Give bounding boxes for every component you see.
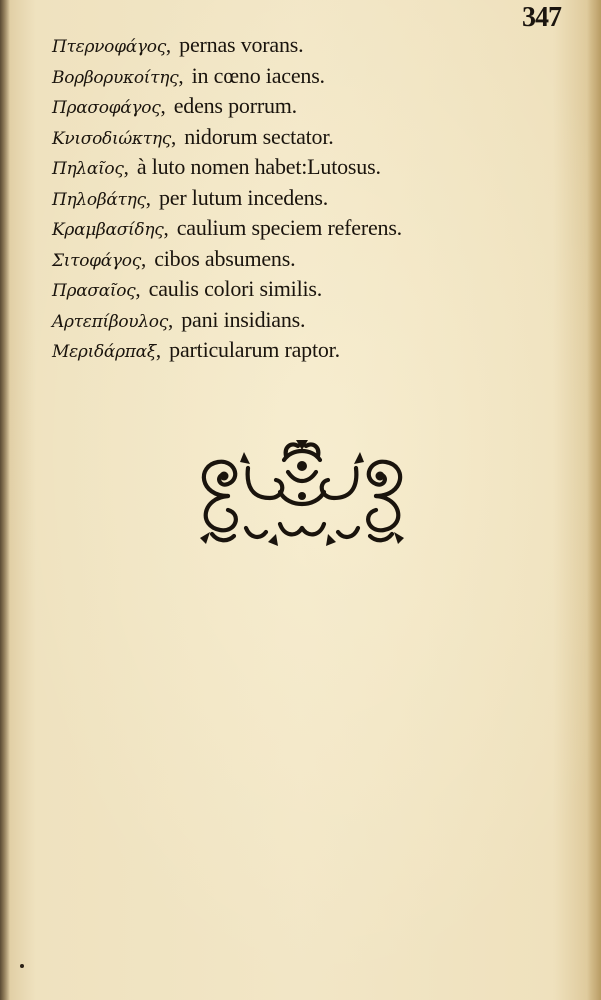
latin-gloss: pernas vorans. — [179, 32, 304, 57]
greek-term: Πρασαῖος — [52, 281, 136, 301]
greek-term: Σιτοφάγος — [52, 250, 141, 271]
greek-term: Πρασοφάγος — [52, 98, 161, 118]
greek-term: Βορβορυκοίτης — [52, 67, 179, 88]
list-item — [52, 152, 552, 183]
list-item — [52, 61, 552, 92]
list-item — [52, 244, 552, 275]
floral-scroll-ornament-icon — [188, 438, 416, 550]
separator: , — [165, 33, 172, 57]
separator: , — [145, 185, 151, 210]
ink-speck — [20, 964, 24, 968]
word-list — [52, 30, 552, 366]
greek-term: Αρτεπίβουλος — [52, 311, 168, 332]
list-item — [52, 335, 552, 366]
binding-gutter — [0, 0, 10, 1000]
list-item — [52, 122, 552, 153]
latin-gloss: particularum raptor. — [169, 337, 340, 362]
greek-term: Κνισοδιώκτης — [52, 128, 171, 149]
latin-gloss: per lutum incedens. — [159, 184, 329, 210]
separator: , — [135, 277, 141, 301]
latin-gloss: pani insidians. — [181, 306, 306, 332]
list-item — [52, 213, 552, 244]
greek-term: Πηλαῖος — [52, 159, 124, 179]
greek-term: Κραμβασίδης — [52, 220, 164, 240]
greek-term: Πηλοβάτης — [52, 189, 146, 210]
list-item — [52, 91, 552, 122]
separator: , — [170, 124, 177, 149]
separator: , — [123, 155, 129, 179]
latin-gloss: cibos absumens. — [154, 245, 296, 271]
list-item — [52, 30, 552, 61]
separator: , — [178, 63, 184, 88]
list-item — [52, 183, 552, 214]
separator: , — [163, 216, 169, 240]
page-number: 347 — [522, 2, 561, 33]
separator: , — [155, 338, 162, 362]
latin-gloss: caulium speciem referens. — [176, 215, 402, 240]
greek-term: Μεριδάρπαξ — [52, 342, 156, 362]
latin-gloss: à luto nomen habet:Lutosus. — [136, 154, 381, 179]
separator: , — [160, 94, 166, 118]
latin-gloss: in cœno iacens. — [191, 62, 325, 88]
separator: , — [167, 307, 174, 332]
greek-term: Πτερνοφάγος — [52, 37, 166, 57]
list-item — [52, 274, 552, 305]
latin-gloss: edens porrum. — [173, 93, 297, 118]
separator: , — [140, 246, 147, 271]
latin-gloss: caulis colori similis. — [148, 276, 323, 301]
list-item — [52, 305, 552, 336]
page-edge — [587, 0, 601, 1000]
latin-gloss: nidorum sectator. — [184, 123, 334, 149]
